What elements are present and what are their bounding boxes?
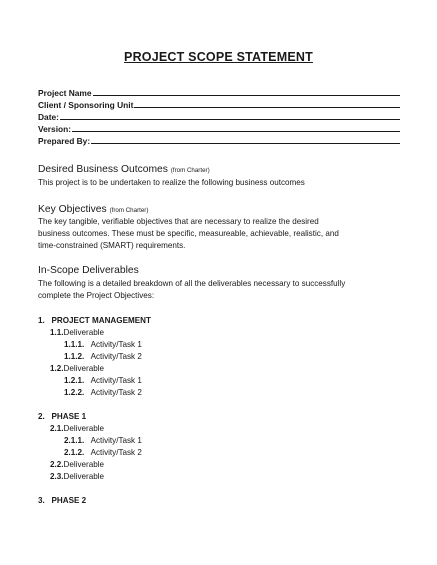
- outline-item-level1: [38, 495, 86, 507]
- outline-item-level3: [64, 447, 142, 459]
- field-label: Prepared By:: [38, 136, 91, 146]
- deliverables-line: The following is a detailed breakdown of all the deliverables necessary to successfully: [38, 279, 346, 288]
- outline-text: Activity/Task 1: [90, 436, 142, 445]
- outline-item-level1: [38, 315, 151, 327]
- deliverables-line: complete the Project Objectives:: [38, 291, 155, 301]
- outline-number: 1.1.1.: [64, 340, 85, 349]
- date-field[interactable]: [38, 110, 400, 122]
- outline-text: Activity/Task 2: [90, 448, 142, 457]
- outline-text: Activity/Task 1: [90, 340, 142, 349]
- fill-line[interactable]: [134, 99, 400, 108]
- outline-number: 2.: [38, 412, 45, 421]
- field-label: Version:: [38, 124, 72, 134]
- objectives-heading: [38, 204, 148, 215]
- outline-text: Activity/Task 1: [90, 376, 142, 385]
- outline-text: Deliverable: [63, 424, 105, 433]
- outline-text: PHASE 1: [51, 412, 87, 421]
- outline-text: Deliverable: [63, 364, 105, 373]
- objectives-line: business outcomes. These must be specific, measureable, achievable, realistic, and: [38, 229, 339, 239]
- outline-number: 1.2.2.: [64, 388, 85, 397]
- outline-item-level2: [50, 471, 104, 483]
- heading-text: Key Objectives: [38, 204, 107, 215]
- deliverables-heading: [38, 265, 139, 276]
- outline-number: 2.1.2.: [64, 448, 85, 457]
- objectives-line: time-constrained (SMART) requirements.: [38, 241, 186, 251]
- outcomes-text: This project is to be undertaken to realize the following business outcomes: [38, 178, 305, 187]
- outline-text: Activity/Task 2: [90, 388, 142, 397]
- outline-text: Deliverable: [63, 328, 105, 337]
- outline-number: 1.: [38, 316, 45, 325]
- prepared-by-field[interactable]: [38, 134, 400, 146]
- objectives-line: The key tangible, verifiable objectives that are necessary to realize the desired: [38, 217, 319, 226]
- heading-text: In-Scope Deliverables: [38, 265, 139, 276]
- outline-item-level3: [64, 351, 142, 363]
- version-field[interactable]: [38, 122, 400, 134]
- outline-item-level3: [64, 339, 142, 351]
- outline-item-level3: [64, 375, 142, 387]
- fill-line[interactable]: [60, 111, 400, 120]
- heading-note: (from Charter): [170, 167, 210, 174]
- outline-number: 1.2.1.: [64, 376, 85, 385]
- field-label: Date:: [38, 112, 59, 122]
- outline-number: 1.1.: [50, 328, 64, 337]
- outline-item-level3: [64, 435, 142, 447]
- outline-text: Activity/Task 2: [90, 352, 142, 361]
- outline-number: 3.: [38, 496, 45, 505]
- heading-text: Desired Business Outcomes: [38, 164, 168, 175]
- outline-item-level3: [64, 387, 142, 399]
- outline-item-level2: [50, 459, 104, 471]
- outline-item-level2: [50, 327, 104, 339]
- field-label: Client / Sponsoring Unit: [38, 100, 134, 110]
- outline-number: 1.2.: [50, 364, 64, 373]
- outline-text: Deliverable: [63, 472, 105, 481]
- outline-number: 2.2.: [50, 460, 64, 469]
- outcomes-heading: [38, 164, 210, 175]
- objectives-text: [38, 216, 398, 253]
- fill-line[interactable]: [72, 123, 400, 132]
- outline-number: 2.1.: [50, 424, 64, 433]
- document-title: PROJECT SCOPE STATEMENT: [124, 50, 313, 64]
- outline-number: 2.1.1.: [64, 436, 85, 445]
- fill-line[interactable]: [93, 87, 400, 96]
- project-name-field[interactable]: [38, 86, 400, 98]
- outline-item-level1: [38, 411, 86, 423]
- field-label: Project Name: [38, 88, 92, 98]
- heading-note: (from Charter): [109, 207, 149, 214]
- outline-item-level2: [50, 363, 104, 375]
- outline-number: 1.1.2.: [64, 352, 85, 361]
- client-field[interactable]: [38, 98, 400, 110]
- deliverables-text: [38, 278, 398, 302]
- outline-number: 2.3.: [50, 472, 64, 481]
- fill-line[interactable]: [91, 135, 400, 144]
- outline-text: PHASE 2: [51, 496, 87, 505]
- outline-text: PROJECT MANAGEMENT: [51, 316, 151, 325]
- outline-text: Deliverable: [63, 460, 105, 469]
- outline-item-level2: [50, 423, 104, 435]
